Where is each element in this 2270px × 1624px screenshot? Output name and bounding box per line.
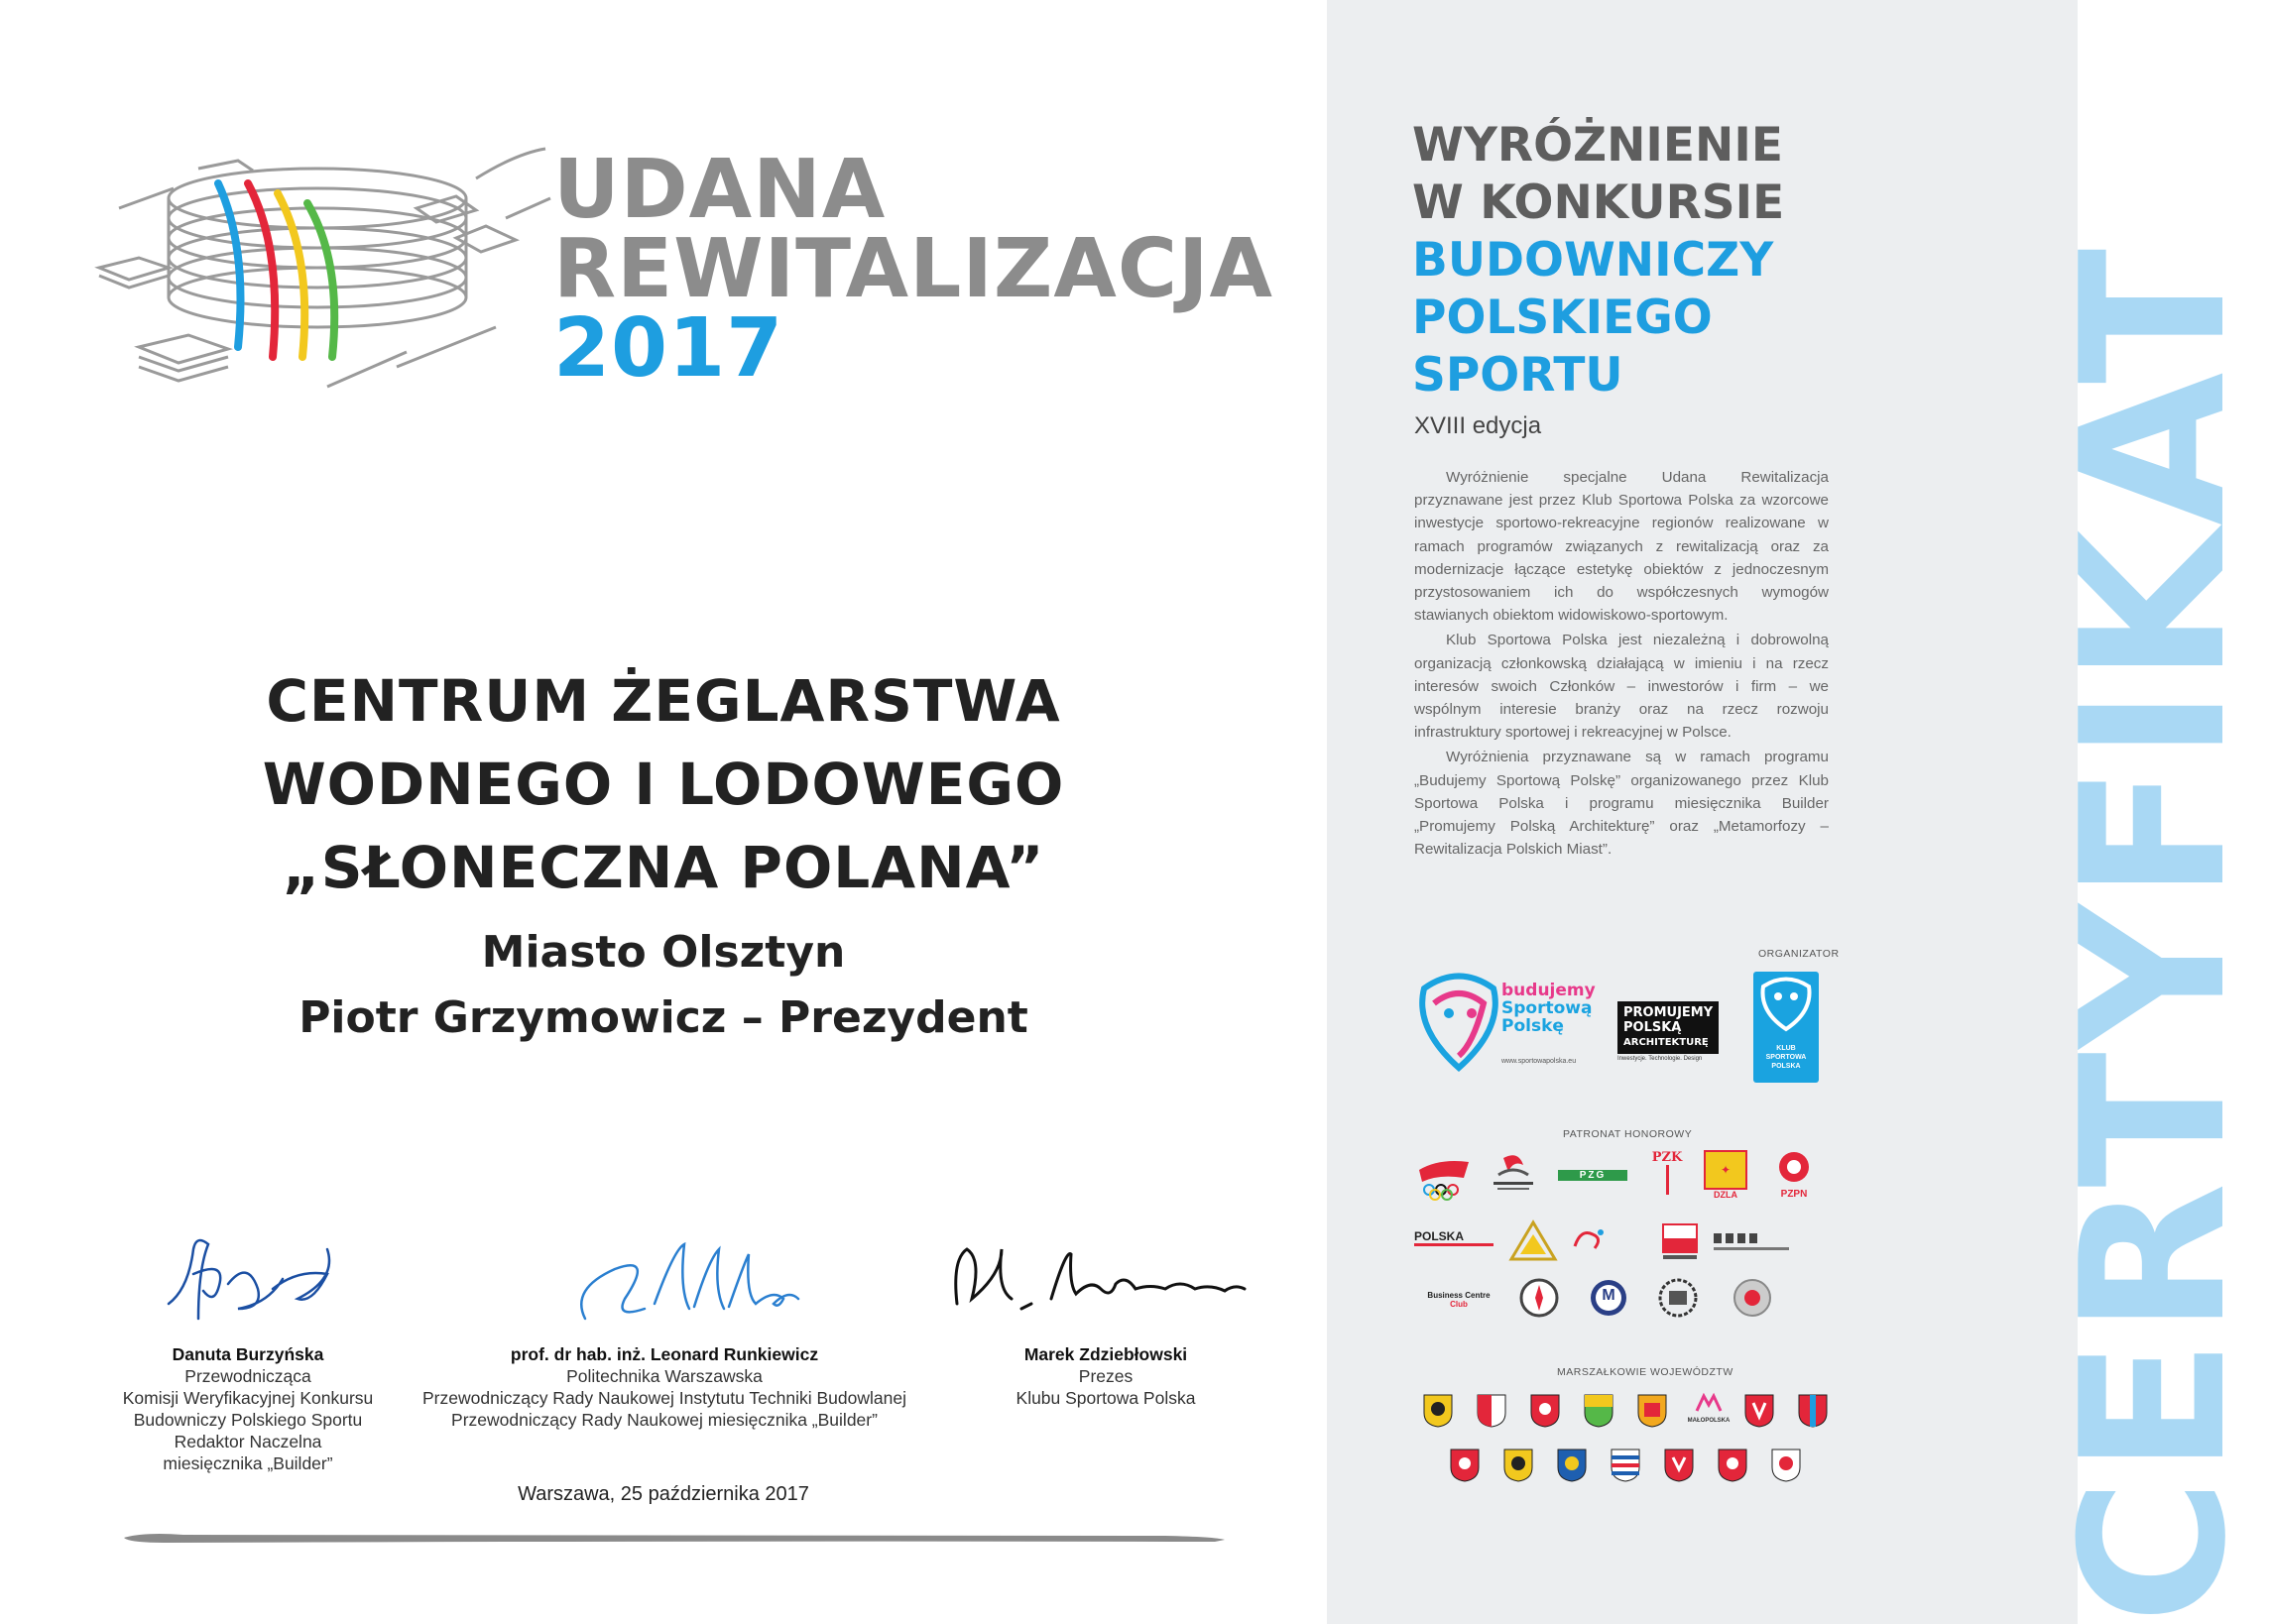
crest-lodzkie-icon [1636, 1393, 1668, 1429]
signatory-2-name: prof. dr hab. inż. Leonard Runkiewicz [510, 1344, 819, 1364]
signatory-1-text [99, 1343, 397, 1474]
ksp-line3: POLSKA [1771, 1063, 1801, 1070]
crest-opolskie-icon [1449, 1448, 1481, 1483]
logo-title-line1: UDANA [553, 143, 887, 237]
bcc-line2: Club [1450, 1300, 1468, 1309]
crest-wielkopolskie-icon [1717, 1448, 1748, 1483]
award-name-line1: CENTRUM ŻEGLARSTWA [266, 667, 1061, 735]
crest-malopolska [1684, 1393, 1733, 1433]
pzpn-ball-icon [1774, 1150, 1814, 1184]
description-paragraph-2: Klub Sportowa Polska jest niezależną i dobrowolną organizacją członkowską działającą w imieniu i na rzecz interesów swoich Członków – inwestorów i firm – we wspólnym interesie branży oraz na rzecz rozwoju infrastruktury sportowej i rekreacyjnej w Polsce. [1414, 632, 1829, 742]
fire-brigade-emblem-logo [1518, 1277, 1560, 1319]
signatory-1-line4: Redaktor Naczelna [174, 1432, 322, 1451]
signatory-2-text [387, 1343, 942, 1431]
bsp-line2: Sportową [1501, 998, 1593, 1018]
chamber-emblem-logo [1732, 1277, 1773, 1319]
heading-line4: POLSKIEGO [1412, 290, 1713, 345]
ppa-badge [1617, 1001, 1719, 1054]
university-emblem-logo [1588, 1277, 1629, 1319]
bsp-line1: budujemy [1501, 981, 1596, 1000]
patronage-label: PATRONAT HONOROWY [1563, 1128, 1693, 1140]
crest-mazowieckie-icon [1743, 1393, 1775, 1429]
description-paragraph-1: Wyróżnienie specjalne Udana Rewitalizacja przyznawane jest przez Klub Sportowa Polska za wzorcowe inwestycje sportowo-rekreacyjne regionów realizowane w ramach programów związanych z rewitalizacją oraz za modernizacje łączące estetykę obiektów z jednoczesnym przystosowaniem ich do współczesnych wymogów stawianych obiektom widowiskowo-sportowym. [1414, 469, 1829, 625]
pzpn-logo [1771, 1150, 1817, 1200]
voivodeship-crests [1414, 1388, 1831, 1497]
pzk-mast-icon [1666, 1165, 1669, 1195]
heading-line5: SPORTU [1412, 348, 1623, 403]
logo-budujemy-sportowa-polske [1414, 967, 1603, 1076]
signatory-2-line3: Przewodniczący Rady Naukowej miesięcznika „Builder” [451, 1410, 878, 1430]
dzla-logo [1704, 1150, 1747, 1200]
ksp-emblem-icon [1753, 972, 1819, 1031]
dzla-eagle-icon: ✦ [1704, 1150, 1747, 1190]
award-name-line2: WODNEGO I LODOWEGO [262, 751, 1065, 818]
signatory-2-line2: Przewodniczący Rady Naukowej Instytutu Techniki Budowlanej [422, 1388, 906, 1408]
award-name [0, 659, 1327, 909]
polska-brand-text: POLSKA [1414, 1229, 1493, 1246]
voivodeship-label: MARSZAŁKOWIE WOJEWÓDZTW [1557, 1366, 1733, 1378]
signatory-1-name: Danuta Burzyńska [172, 1344, 324, 1364]
vertical-word-text: CERTYFIKAT [2039, 244, 2270, 1624]
crest-dolnoslaskie-icon [1422, 1393, 1454, 1429]
crest-kujawsko-pomorskie-icon [1476, 1393, 1507, 1429]
crest-lubelskie-icon [1529, 1393, 1561, 1429]
signatory-3-line2: Klubu Sportowa Polska [1016, 1388, 1196, 1408]
tauron-logo [1660, 1221, 1700, 1263]
heading-line1: WYRÓŻNIENIE [1412, 118, 1783, 173]
crest-zachodniopomorskie-icon [1770, 1448, 1802, 1483]
paralympic-committee-logo [1484, 1150, 1543, 1200]
organizer-logos [1414, 967, 1831, 1086]
signatory-1-line3: Budowniczy Polskiego Sportu [133, 1410, 363, 1430]
ksp-wordmark [1753, 1044, 1819, 1071]
heading-line2: W KONKURSIE [1412, 175, 1785, 230]
malopolska-text: MAŁOPOLSKA [1687, 1418, 1731, 1424]
bcc-line1: Business Centre [1427, 1291, 1491, 1300]
signatory-1-line5: miesięcznika „Builder” [163, 1453, 333, 1473]
place-date: Warszawa, 25 października 2017 [518, 1483, 809, 1505]
polish-tourism-logo [1571, 1224, 1645, 1259]
ppa-tagline: Inwestycje. Technologie. Design [1617, 1056, 1703, 1062]
crest-lubuskie-icon [1583, 1393, 1614, 1429]
stadium-logo-graphic [79, 149, 555, 426]
bsp-line3: Polskę [1501, 1016, 1564, 1036]
signature-mark-3 [942, 1229, 1269, 1338]
signatory-3-name: Marek Zdziebłowski [1023, 1344, 1188, 1364]
crest-warminsko-mazurskie-icon [1663, 1448, 1695, 1483]
edition: XVIII edycja [1414, 412, 1542, 439]
pkol-logo [1414, 1150, 1474, 1200]
builders-union-logo [1657, 1277, 1699, 1319]
logo-title-line2: REWITALIZACJA [553, 222, 1273, 316]
description-paragraph-3: Wyróżnienia przyznawane są w ramach programu „Budujemy Sportową Polskę” organizowanego przez Klub Sportowa Polska i programu miesięcznika Builder „Promujemy Polską Architekturę” oraz „Metamorfozy – Rewitalizacja Polskich Miast”. [1414, 749, 1829, 859]
bsp-url: www.sportowapolska.eu [1501, 1058, 1577, 1065]
ppa-line3: ARCHITEKTURĘ [1623, 1037, 1709, 1048]
sarp-logo [1508, 1219, 1558, 1264]
dzla-text: DZLA [1714, 1190, 1737, 1200]
signatory-2-line1: Politechnika Warszawska [566, 1366, 763, 1386]
pzk-logo [1647, 1150, 1687, 1200]
crest-pomorskie-icon [1502, 1448, 1534, 1483]
logo-klub-sportowa-polska [1753, 972, 1819, 1083]
signatory-3-text [942, 1343, 1269, 1409]
organizer-label: ORGANIZATOR [1758, 948, 1840, 960]
crest-slaskie-icon [1556, 1448, 1588, 1483]
patronage-logos [1414, 1150, 1831, 1324]
ppa-line1: PROMUJEMY [1623, 1005, 1714, 1020]
pzpn-text: PZPN [1780, 1189, 1808, 1200]
signatory-2 [387, 1229, 942, 1431]
university-monogram: M [1602, 1287, 1615, 1304]
signatory-1 [99, 1229, 397, 1474]
signatory-3 [942, 1229, 1269, 1409]
awardee-person: Piotr Grzymowicz – Prezydent [299, 992, 1028, 1043]
bsp-wordmark [1501, 982, 1596, 1035]
pzg-text: PZG [1558, 1170, 1627, 1181]
awardee-city: Miasto Olsztyn [481, 927, 846, 978]
signatory-1-line2: Komisji Weryfikacyjnej Konkursu [122, 1388, 374, 1408]
ministry-logo [1712, 1231, 1791, 1253]
logo-title [553, 143, 1273, 396]
signatory-1-line1: Przewodnicząca [184, 1366, 311, 1386]
award-name-line3: „SŁONECZNA POLANA” [282, 834, 1045, 901]
polish-tourism-swirl-icon [1571, 1224, 1607, 1254]
awardee [0, 920, 1327, 1051]
pzg-logo [1558, 1160, 1627, 1190]
ppa-line2: POLSKĄ [1623, 1020, 1682, 1035]
brush-divider [124, 1532, 1225, 1544]
polska-brand-logo [1414, 1229, 1493, 1259]
signatory-3-line1: Prezes [1078, 1366, 1134, 1386]
info-panel [1327, 0, 2270, 1624]
ksp-line1: KLUB [1776, 1045, 1796, 1052]
business-centre-club-logo [1424, 1279, 1493, 1319]
stadium-outline [99, 149, 550, 387]
logo-year: 2017 [553, 301, 784, 396]
bsp-emblem-icon [1414, 969, 1503, 1073]
signature-mark-1 [99, 1229, 397, 1338]
ksp-line2: SPORTOWA [1765, 1054, 1807, 1061]
crest-swietokrzyskie-icon [1610, 1448, 1641, 1483]
description [1414, 466, 1829, 863]
logo-promujemy-polska-architekture [1617, 1001, 1727, 1081]
heading-line3: BUDOWNICZY [1412, 233, 1774, 288]
malopolska-mark-icon [1694, 1393, 1724, 1413]
pzk-text: PZK [1651, 1150, 1683, 1165]
panel-heading [1412, 117, 1784, 405]
vertical-word-certyfikat [1892, 0, 2270, 1624]
signature-mark-2 [387, 1229, 942, 1338]
crest-podkarpackie-icon [1797, 1393, 1829, 1429]
